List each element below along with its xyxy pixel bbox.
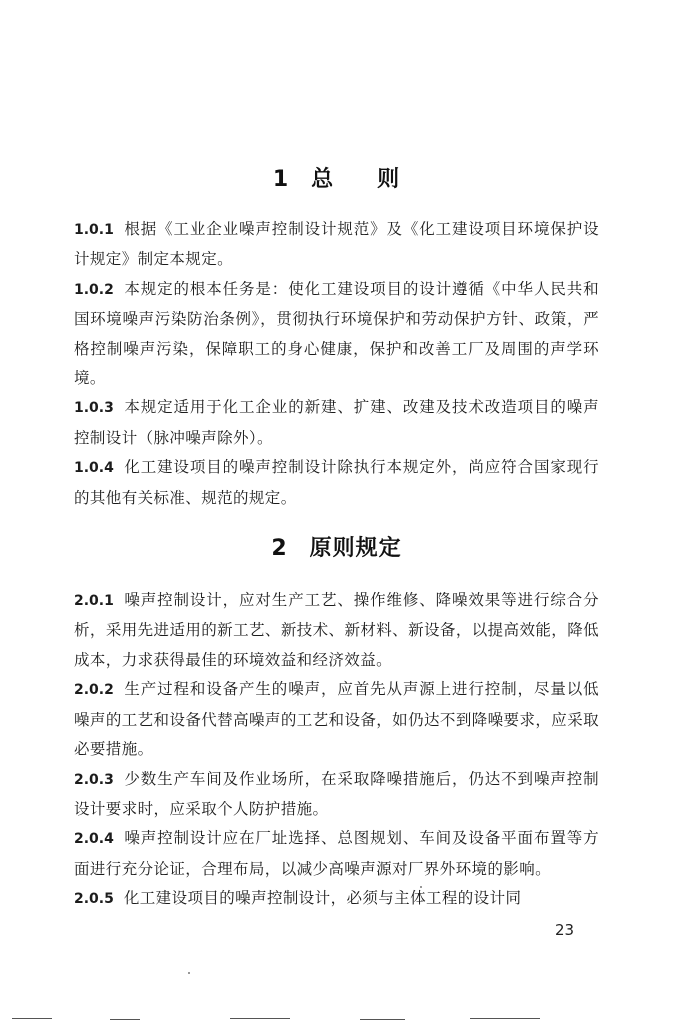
section-1-heading bbox=[74, 162, 599, 193]
page-number: 23 bbox=[555, 921, 575, 939]
section-2-title: 原则规定 bbox=[309, 536, 402, 562]
scan-artifact-line bbox=[12, 1018, 52, 1019]
clause-number: 1.0.4 bbox=[74, 460, 114, 477]
clause-number: 2.0.5 bbox=[74, 891, 114, 908]
section-1-title-part1: 总 bbox=[311, 167, 378, 192]
scan-artifact-dot bbox=[188, 972, 190, 974]
clause-text: 少数生产车间及作业场所，在采取降噪措施后，仍达不到噪声控制设计要求时，应采取个人防护措施。 bbox=[74, 769, 599, 818]
clause-text: 化工建设项目的噪声控制设计除执行本规定外，尚应符合国家现行的其他有关标准、规范的规定。 bbox=[74, 458, 599, 507]
clause-1-0-1 bbox=[74, 215, 599, 275]
clause-2-0-2 bbox=[74, 675, 599, 764]
scan-artifact-line bbox=[470, 1018, 540, 1019]
clause-2-0-5 bbox=[74, 884, 599, 914]
clause-text: 噪声控制设计应在厂址选择、总图规划、车间及设备平面布置等方面进行充分论证，合理布局，以减少高噪声源对厂界外环境的影响。 bbox=[74, 829, 599, 878]
clause-number: 1.0.3 bbox=[74, 400, 114, 417]
clause-2-0-4 bbox=[74, 824, 599, 884]
page-content bbox=[74, 148, 599, 915]
clause-2-0-1 bbox=[74, 586, 599, 675]
scan-artifact-line bbox=[110, 1019, 140, 1020]
clause-number: 2.0.2 bbox=[74, 682, 114, 699]
clause-1-0-2 bbox=[74, 275, 599, 394]
section-1-number: 1 bbox=[272, 167, 290, 192]
clause-text: 生产过程和设备产生的噪声，应首先从声源上进行控制，尽量以低噪声的工艺和设备代替高噪声的工艺和设备，如仍达不到降噪要求，应采取必要措施。 bbox=[74, 680, 599, 759]
scan-artifact-dot bbox=[420, 886, 422, 888]
clause-number: 2.0.3 bbox=[74, 771, 114, 788]
clause-number: 2.0.1 bbox=[74, 593, 114, 610]
scan-artifact-line bbox=[360, 1019, 405, 1020]
clause-text: 根据《工业企业噪声控制设计规范》及《化工建设项目环境保护设计规定》制定本规定。 bbox=[74, 220, 599, 269]
section-1-title-part2: 则 bbox=[377, 167, 401, 192]
clause-number: 1.0.2 bbox=[74, 281, 114, 298]
clause-2-0-3 bbox=[74, 765, 599, 825]
clause-text: 本规定的根本任务是：使化工建设项目的设计遵循《中华人民共和国环境噪声污染防治条例》，贯彻执行环境保护和劳动保护方针、政策，严格控制噪声污染，保障职工的身心健康，保护和改善工厂及周围的声学环境。 bbox=[74, 279, 599, 388]
section-2-heading bbox=[74, 531, 599, 562]
clause-text: 噪声控制设计，应对生产工艺、操作维修、降噪效果等进行综合分析，采用先进适用的新工艺、新技术、新材料、新设备，以提高效能，降低成本，力求获得最佳的环境效益和经济效益。 bbox=[74, 591, 599, 669]
clause-text: 本规定适用于化工企业的新建、扩建、改建及技术改造项目的噪声控制设计（脉冲噪声除外）。 bbox=[74, 398, 599, 447]
clause-number: 1.0.1 bbox=[74, 222, 114, 238]
clause-1-0-3 bbox=[74, 393, 599, 453]
clause-text: 化工建设项目的噪声控制设计，必须与主体工程的设计同 bbox=[123, 889, 522, 908]
scan-artifact-line bbox=[230, 1018, 290, 1019]
section-2-number: 2 bbox=[271, 536, 288, 562]
clause-1-0-4 bbox=[74, 453, 599, 513]
clause-number: 2.0.4 bbox=[74, 831, 114, 848]
